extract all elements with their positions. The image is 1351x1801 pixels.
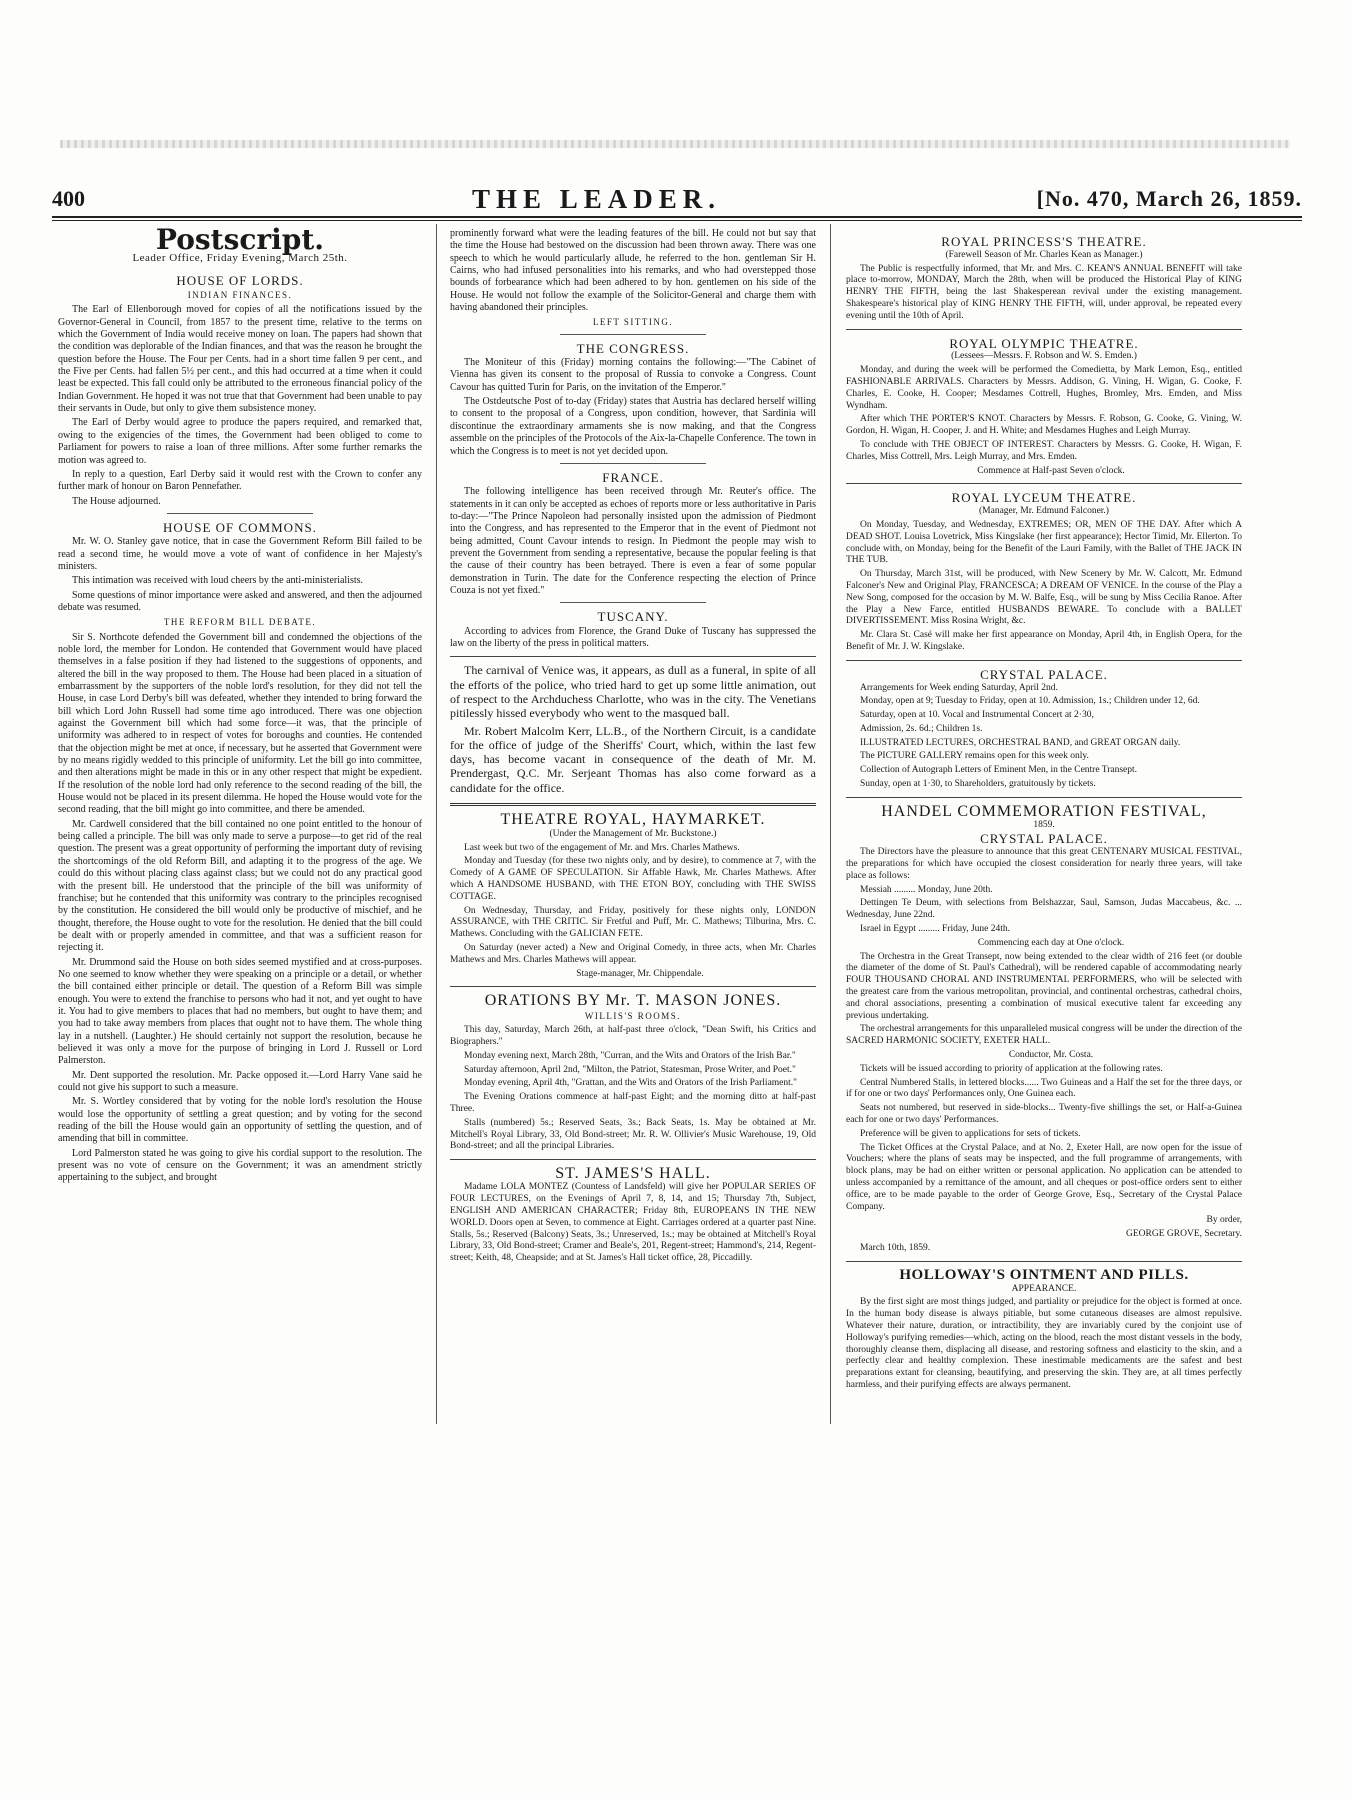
paragraph: Stage-manager, Mr. Chippendale.: [576, 968, 704, 979]
paragraph: The Earl of Derby would agree to produce the papers required, and remarked that, owing to the exigencies of the times, the Government had been obliged to come to Parliament for powers to raise a loan of three millions. After some further remarks the motion was agreed to.: [58, 417, 422, 466]
paragraph: Dettingen Te Deum, with selections from Belshazzar, Saul, Samson, Judas Maccabeus, &c. ... Wednesday, June 22nd.: [846, 898, 1242, 921]
column-2: [450, 228, 816, 1398]
paragraph: Monday, open at 9; Tuesday to Friday, open at 10. Admission, 1s.; Children under 12, 6d.: [860, 696, 1200, 707]
paragraph: The following intelligence has been received through Mr. Reuter's office. The statements in it can only be accepted as echoes of reports more or less authoritative in Paris to-day:—"The Prince Napoleon had personally insisted upon the admission of Piedmont into the Congress, and has represented to the Emperor that in the event of Piedmont not being admitted, Count Cavour intends to resign. In Piedmont the people may wish to prevent the Government from sending a representative, because the popular feeling is that the cause of their country has been betrayed. There is even a fear of some popular demonstration in Turin. The date for the Conference respecting the election of Prince Couza is not yet fixed.": [450, 486, 816, 596]
divider: [450, 656, 816, 657]
paragraph: Some questions of minor importance were asked and answered, and then the adjourned debate was resumed.: [58, 589, 422, 613]
paragraph: The Ticket Offices at the Crystal Palace, and at No. 2, Exeter Hall, are now open for the issue of Vouchers; where the plans of seats may be inspected, and the full programme of arrangements, with block plans, may be had on either written or personal application. No application can be attended to unless accompanied by a remittance of the amount, and all cheques or post-office orders sent to either office, are to be made payable to the order of George Grove, Esq., Secretary of the Crystal Palace Company.: [846, 1142, 1242, 1212]
divider: [450, 986, 816, 987]
ad-title: HANDEL COMMEMORATION FESTIVAL,: [881, 802, 1207, 820]
paragraph: Commencing each day at One o'clock.: [977, 937, 1125, 948]
paragraph: Commence at Half-past Seven o'clock.: [977, 465, 1125, 476]
divider: [846, 329, 1242, 330]
paragraph: Last week but two of the engagement of Mr. and Mrs. Charles Mathews.: [464, 842, 740, 853]
paragraph: ILLUSTRATED LECTURES, ORCHESTRAL BAND, and GREAT ORGAN daily.: [860, 737, 1181, 748]
paragraph: The Directors have the pleasure to announce that this great CENTENARY MUSICAL FESTIVAL, the preparations for which have occupied the closest consideration for nearly three years, will take place as follows:: [846, 847, 1242, 881]
paragraph: By the first sight are most things judged, and partiality or prejudice for the object is formed at once. In the human body disease is always pitiable, but some cutaneous diseases are almost repulsive. Whatever their nature, duration, or intractibility, they are invariably cured by the conjoint use of Holloway's purifying remedies—which, acting on the blood, reach the most distant vessels in the body, thoroughly cleanse them, displacing all disease, and restoring softness and elasticity to the skin, and a perfectly clear and healthy complexion. These inestimable medicaments are the safest and best preparations extant for cleansing, beautifying, and preserving the skin. They are, at all times perfectly harmless, and their purifying effects are always permanent.: [846, 1297, 1242, 1390]
paragraph: Seats not numbered, but reserved in side-blocks... Twenty-five shillings the set, or Half-a-Guinea each for one or two days' Performances.: [846, 1103, 1242, 1125]
paragraph: Mr. Drummond said the House on both sides seemed mystified and at cross-purposes. No one seemed to know whether they were speaking on a principle or a detail, or whether the bill contained either principle or detail. The question of a Reform Bill was simple enough. You were to extend the franchise to persons who had it not, and yet ought to have it. You had to give members to places that had no members, but ought to have them; and you had to take away members from places that ought not to have them. The whole thing lay in a nutshell. (Laughter.) He should certainly not support the resolution, because he believed it was only a move for the purpose of bringing in Lord J. Russell or Lord Palmerston.: [58, 956, 422, 1067]
paragraph: Conductor, Mr. Costa.: [1008, 1050, 1094, 1061]
paragraph: The Ostdeutsche Post of to-day (Friday) states that Austria has declared herself willing to consent to the proposal of a Congress, upon condition, however, that Sardinia will discontinue the extraordinary armaments she is now making, and that the Congress assemble on the principles of the Protocols of the Aix-la-Chapelle Conference. The town in which the Congress is to meet is not yet decided upon.: [450, 396, 816, 457]
divider: [846, 1261, 1242, 1262]
paragraph: The carnival of Venice was, it appears, as dull as a funeral, in spite of all the efforts of the police, who tried hard to get up some little animation, out of respect to the Archduchess Charlotte, who was in the city. The Venetians pitilessly hissed everybody who went to the masqued ball.: [450, 663, 816, 721]
ad-title: ORATIONS BY Mr. T. MASON JONES.: [484, 992, 782, 1010]
scan-edge: [60, 140, 1290, 148]
postscript-title: Postscript.: [155, 223, 325, 256]
paragraph: Monday and Tuesday (for these two nights only, and by desire), to commence at 7, with the Comedy of A GAME OF SPECULATION. Sir Affable Hawk, Mr. Charles Mathews. After which A HANDSOME HUSBAND, with THE ETON BOY, concluding with THE SWISS COTTAGE.: [450, 856, 816, 902]
column-3: [846, 228, 1242, 1398]
ad-title: ROYAL PRINCESS'S THEATRE.: [941, 234, 1147, 249]
issue-line: [No. 470, March 26, 1859.: [1036, 186, 1302, 211]
divider: [450, 1159, 816, 1160]
paragraph: Sir S. Northcote defended the Government bill and condemned the objections of the noble lord, the member for London. He contended that Government would have placed themselves in a false position if they had listened to the suggestions of opponents, and altered the bill in the way proposed to them. The House had been placed in a situation of embarrassment by the supporters of the noble lord's resolution, for they did not tell the House, in case Lord Derby's bill was defeated, whether they intended to bring forward the bill which Lord John Russell had some time ago introduced. There was one objection against the Government bill which had some force—it was, that the principle of uniformity was adhered to in respect of votes for boroughs and counties. He contended that the objection might be met at once, if necessary, but he asserted that Government were by no means rigidly wedded to this principle of uniformity. Let the bill go into committee, and then alterations might be made in this or in any other respect that might be expedient. If the resolution of the noble lord had only reference to the second reading of the bill, the House would not be placed in its present dilemma. He hoped the House would vote for the second reading, that the bill might go into committee, and there be amended.: [58, 631, 422, 816]
paragraph: Saturday, open at 10. Vocal and Instrumental Concert at 2·30,: [860, 710, 1094, 721]
ad-title: ROYAL OLYMPIC THEATRE.: [949, 335, 1139, 351]
divider: [560, 334, 706, 335]
paragraph: Mr. Clara St. Casé will make her first appearance on Monday, April 4th, in English Opera, for the Benefit of Mr. J. W. Kingslake.: [846, 630, 1242, 652]
paragraph: Arrangements for Week ending Saturday, April 2nd.: [860, 682, 1058, 693]
masthead: THE LEADER.: [472, 184, 722, 214]
paragraph: Admission, 2s. 6d.; Children 1s.: [860, 723, 983, 734]
section-subtitle: INDIAN FINANCES.: [187, 290, 293, 301]
paragraph: Monday evening, April 4th, "Grattan, and the Wits and Orators of the Irish Parliament.": [464, 1078, 798, 1089]
dateline: Leader Office, Friday Evening, March 25th.: [132, 252, 348, 265]
section-title: TUSCANY.: [597, 609, 669, 625]
divider: [450, 803, 816, 806]
ad-subtitle: APPEARANCE.: [1011, 1283, 1077, 1294]
paragraph: According to advices from Florence, the Grand Duke of Tuscany has suppressed the law on the liberty of the press in political matters.: [450, 625, 816, 649]
paragraph: Madame LOLA MONTEZ (Countess of Landsfeld) will give her POPULAR SERIES OF FOUR LECTURES, on the Evenings of April 7, 8, 14, and 15; Thursday 7th, Subject, ENGLISH AND AMERICAN CHARACTER; Friday 8th, EUROPEANS IN THE NEW WORLD. Doors open at Seven, to commence at Eight. Carriages ordered at a quarter past Nine. Stalls, 5s.; Reserved (Balcony) Seats, 3s.; Unreserved, 1s.; may be obtained at Mitchell's Royal Library, 33, Old Bond-street; Cramer and Beale's, 201, Regent-street; Hammond's, 214, Regent-street; Keith, 48, Cheapside; and at St. James's Hall ticket office, 28, Piccadilly.: [450, 1182, 816, 1264]
paragraph: This intimation was received with loud cheers by the anti-ministerialists.: [72, 575, 364, 587]
paragraph: This day, Saturday, March 26th, at half-past three o'clock, "Dean Swift, his Critics and Biographers.": [450, 1025, 816, 1047]
paragraph: Mr. W. O. Stanley gave notice, that in case the Government Reform Bill failed to be read a second time, he would move a vote of want of confidence in her Majesty's ministers.: [58, 536, 422, 572]
page-number: 400: [52, 186, 85, 211]
section-title: FRANCE.: [602, 469, 664, 485]
paragraph: To conclude with THE OBJECT OF INTEREST. Characters by Messrs. G. Cooke, H. Wigan, F. Charles, Miss Cottrell, Mrs. Leigh Murray, and Mrs. Emden.: [846, 439, 1242, 462]
paragraph: prominently forward what were the leading features of the bill. He could not but say that the time the House had bestowed on the discussion had been thrown away. There was one speech to which he would particularly allude, he referred to the hon. gentleman Sir H. Cairns, who had infused personalities into his remarks, and who had overstepped those bounds of forbearance which had been adhered to by hon. gentlemen on his side of the House. He would not follow the example of the Solicitor-General and charge them with having abandoned their principles.: [450, 228, 816, 314]
column-divider: [436, 224, 437, 1424]
paragraph: Saturday afternoon, April 2nd, "Milton, the Patriot, Statesman, Prose Writer, and Poet.": [464, 1064, 796, 1075]
paragraph: The Orchestra in the Great Transept, now being extended to the clear width of 216 feet (or double the diameter of the dome of St. Paul's Cathedral), will be rendered capable of accommodating nearly FOUR THOUSAND CHORAL AND INSTRUMENTAL PERFORMERS, who will be selected with the greatest care from the various metropolitan, provincial, and continental orchestras, cathedral choirs, and choral associations, presenting a combination of musical executive talent far exceeding any previous undertaking.: [846, 951, 1242, 1021]
ad-title: ROYAL LYCEUM THEATRE.: [951, 490, 1137, 506]
section-title: HOUSE OF LORDS.: [176, 272, 304, 288]
section-subtitle: THE REFORM BILL DEBATE.: [163, 617, 317, 628]
header-rule-thin: [52, 220, 1302, 221]
column-divider: [830, 224, 831, 1424]
ad-subtitle: WILLIS'S ROOMS.: [584, 1010, 682, 1021]
divider: [560, 463, 706, 464]
paragraph: On Monday, Tuesday, and Wednesday, EXTREMES; OR, MEN OF THE DAY. After which A DEAD SHOT. Louisa Lovetrick, Miss Kingslake (her first appearance); Hector Timid, Mr. Ellerton. To conclude with, on Monday, being for the Benefit of the Lauri Family, with the Ballet of THE JACK IN THE TUB.: [846, 519, 1242, 566]
divider: [167, 513, 313, 514]
paragraph: By order,: [1206, 1215, 1242, 1226]
divider: [846, 483, 1242, 484]
column-1: [58, 223, 422, 1398]
ad-title: CRYSTAL PALACE.: [980, 831, 1108, 847]
header-rule: [52, 216, 1302, 218]
paragraph: Tickets will be issued according to priority of application at the following rates.: [860, 1063, 1163, 1074]
paragraph: On Thursday, March 31st, will be produced, with New Scenery by Mr. W. Calcott, Mr. Edmund Falconer's New and Original Play, FRANCESCA; A DREAM OF VENICE. In the course of the Play a New Song, composed for the occasion by M. W. Balfe, Esq., will be sung by Miss Cecilia Ranoe. After the Play a New Farce, entitled HUSBANDS BEWARE. To conclude with a BALLET DIVERTISSEMENT. Miss Rosina Wright, &c.: [846, 569, 1242, 627]
page-header: [52, 186, 1302, 214]
divider: [846, 660, 1242, 661]
paragraph: Sunday, open at 1·30, to Shareholders, gratuitously by tickets.: [860, 779, 1096, 790]
paragraph: The orchestral arrangements for this unparalleled musical congress will be under the direction of the SACRED HARMONIC SOCIETY, EXETER HALL.: [846, 1024, 1242, 1047]
section-title: HOUSE OF COMMONS.: [163, 519, 317, 535]
paragraph: Mr. Dent supported the resolution. Mr. Packe opposed it.—Lord Harry Vane said he could not give his support to such a measure.: [58, 1069, 422, 1093]
paragraph: Monday, and during the week will be performed the Comedietta, by Mark Lemon, Esq., entitled FASHIONABLE ARRIVALS. Characters by Messrs. Addison, G. Vining, H. Wigan, G. Cooke, F. Charles, E. Cooke, H. Cooper; Mesdames Cottrell, Hughes, Bromley, Mrs. Emden, and Miss Wyndham.: [846, 365, 1242, 411]
ad-title: ST. JAMES'S HALL.: [555, 1165, 711, 1183]
paragraph: Collection of Autograph Letters of Eminent Men, in the Centre Transept.: [860, 765, 1138, 776]
ad-title: HOLLOWAY'S OINTMENT AND PILLS.: [899, 1266, 1189, 1283]
paragraph: The House adjourned.: [72, 495, 161, 507]
paragraph: GEORGE GROVE, Secretary.: [1126, 1229, 1242, 1240]
section-subtitle: LEFT SITTING.: [592, 317, 674, 328]
ad-subtitle: (Farewell Season of Mr. Charles Kean as Manager.): [945, 249, 1143, 260]
ad-title: THEATRE ROYAL, HAYMARKET.: [500, 810, 766, 828]
divider: [560, 602, 706, 603]
paragraph: March 10th, 1859.: [860, 1242, 931, 1253]
paragraph: On Wednesday, Thursday, and Friday, positively for these nights only, LONDON ASSURANCE, with THE CRITIC. Sir Fretful and Puff, Mr. C. Mathews; Tilburina, Mrs. C. Mathews. Concluding with the GALICIAN FETE.: [450, 905, 816, 940]
paragraph: Lord Palmerston stated he was going to give his cordial support to the resolution. The present was no vote of censure on the Government; it was an amendment strictly appertaining to the subject, and brought: [58, 1147, 422, 1184]
section-title: THE CONGRESS.: [576, 340, 690, 356]
ad-subtitle: (Lessees—Messrs. F. Robson and W. S. Emden.): [951, 351, 1137, 362]
paragraph: Mr. Robert Malcolm Kerr, LL.B., of the Northern Circuit, is a candidate for the office of judge of the Sheriffs' Court, which, within the last few days, has become vacant in consequence of the death of Mr. M. Prendergast, Q.C. Mr. Serjeant Thomas has also come forward as a candidate for the office.: [450, 723, 816, 795]
ad-subtitle: (Manager, Mr. Edmund Falconer.): [979, 506, 1109, 517]
paragraph: On Saturday (never acted) a New and Original Comedy, in three acts, when Mr. Charles Mathews and Mrs. Charles Mathews will appear.: [450, 943, 816, 965]
paragraph: The Earl of Ellenborough moved for copies of all the notifications issued by the Governor-General in Council, from 1857 to the present time, relative to the terms on which the Government of India would receive money on loan. The papers had shown that the condition was deplorable of the Indian finances, and that was the reason he brought the question before the House. The Four per Cents. had in a short time fallen 9 per cent., and the Five per Cents. had fallen 5½ per cent., and this had occurred at a time when it could least be expected. This fall could only be attributed to the erroneous financial policy of the Indian Government. He hoped it was not true that that Government had been unable to pay their servants in Oude, but only to give them subsistence money.: [58, 304, 422, 415]
paragraph: Preference will be given to applications for sets of tickets.: [860, 1128, 1081, 1139]
paragraph: Stalls (numbered) 5s.; Reserved Seats, 3s.; Back Seats, 1s. May be obtained at Mr. Mitchell's Royal Library, 33, Old Bond-street; Mr. R. W. Ollivier's Music Warehouse, 19, Old Bond-street; and all the principal Libraries.: [450, 1117, 816, 1152]
paragraph: The Evening Orations commence at half-past Eight; and the morning ditto at half-past Three.: [450, 1092, 816, 1114]
ad-title: CRYSTAL PALACE.: [980, 666, 1108, 682]
paragraph: Monday evening next, March 28th, "Curran, and the Wits and Orators of the Irish Bar.": [464, 1050, 796, 1061]
divider: [846, 797, 1242, 798]
paragraph: Mr. S. Wortley considered that by voting for the noble lord's resolution the House would lose the opportunity of settling a great question; and by voting for the second reading of the bill the House would gain an opportunity of settling the question, and of amending that bill in committee.: [58, 1096, 422, 1145]
paragraph: After which THE PORTER'S KNOT. Characters by Messrs. F. Robson, G. Cooke, G. Vining, W. Gordon, H. Wigan, H. Cooper, J. and H. White; and Mesdames Hughes and Leigh Murray.: [846, 414, 1242, 437]
paragraph: Central Numbered Stalls, in lettered blocks...... Two Guineas and a Half the set for the three days, or if for one or two days' Performances only, One Guinea each.: [846, 1077, 1242, 1100]
paragraph: The PICTURE GALLERY remains open for this week only.: [860, 751, 1089, 762]
ad-subtitle: 1859.: [1033, 819, 1055, 830]
paragraph: The Public is respectfully informed, that Mr. and Mrs. C. KEAN'S ANNUAL BENEFIT will take place to-morrow, MONDAY, March the 28th, when will be produced the Historical Play of KING HENRY THE FIFTH, being the last Shakesperean revival under the existing management. Shakespeare's historical play of KING HENRY THE FIFTH, will, under approval, be repeated every evening until the 10th of April.: [846, 263, 1242, 321]
ad-subtitle: (Under the Management of Mr. Buckstone.): [549, 829, 717, 840]
paragraph: Israel in Egypt ......... Friday, June 24th.: [860, 924, 1011, 935]
paragraph: In reply to a question, Earl Derby said it would rest with the Crown to confer any further mark of honour on Baron Pennefather.: [58, 468, 422, 493]
paragraph: The Moniteur of this (Friday) morning contains the following:—"The Cabinet of Vienna has given its consent to the proposal of Russia to convoke a Congress. Count Cavour has quitted Turin for Paris, on the invitation of the Emperor.": [450, 357, 816, 393]
paragraph: Mr. Cardwell considered that the bill contained no one point entitled to the honour of being called a principle. The bill was only made to serve a purpose—to get rid of the real question. The present was a great opportunity of performing the important duty of revising the shortcomings of the old Reform Bill, and adapting it to the progress of the age. We could do this without placing class against class; but we could not do any practical good with the present bill. He understood that the principle of the bill was uniformity of franchise; but he contended that this uniformity was contrary to the principles recognised by the constitution. He considered the bill would only be productive of mischief, and he thought, therefore, the House ought to vote for the resolution. He denied that the bill could be dealt with or properly amended in committee, and that was a sufficient reason for rejecting it.: [58, 818, 422, 954]
paragraph: Messiah ......... Monday, June 20th.: [860, 884, 993, 895]
